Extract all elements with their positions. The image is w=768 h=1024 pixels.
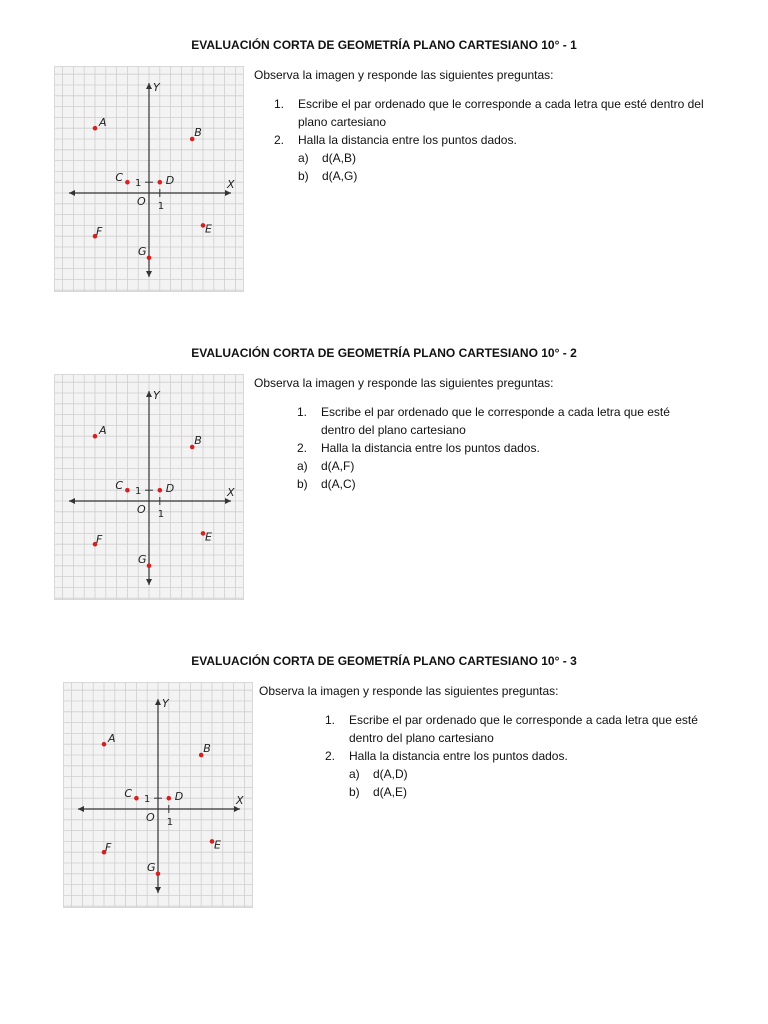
instruction-prompt: Observa la imagen y responde las siguientes preguntas: [259, 684, 559, 698]
question-list [325, 711, 725, 801]
point-c [125, 180, 130, 185]
point-d [158, 488, 163, 493]
unit-x-label: 1 [157, 509, 165, 520]
point-label-e: E [205, 530, 212, 544]
y-arrow-icon [146, 271, 152, 277]
question-1 [274, 95, 714, 131]
point-label-d: D [165, 482, 175, 496]
instruction-prompt: Observa la imagen y responde las siguientes preguntas: [254, 376, 554, 390]
question-1 [325, 711, 725, 747]
origin-label: O [137, 503, 146, 516]
point-label-g: G [147, 860, 156, 874]
point-label-g: G [138, 552, 147, 566]
x-arrow-icon [78, 806, 84, 812]
point-label-b: B [194, 434, 202, 447]
point-d [167, 796, 172, 801]
x-arrow-icon [69, 498, 75, 504]
point-label-d: D [174, 790, 184, 804]
plane-svg [64, 683, 252, 907]
origin-label: O [137, 195, 146, 208]
point-label-a: A [99, 424, 107, 438]
question-list [274, 95, 714, 185]
y-arrow-icon [146, 391, 152, 397]
point-label-f: F [96, 225, 103, 239]
x-axis-label: X [236, 794, 244, 807]
subquestion-b [349, 783, 725, 801]
point-label-e: E [205, 222, 212, 236]
point-a [93, 126, 98, 131]
point-g [147, 256, 152, 261]
question-list [297, 403, 697, 493]
subquestion-letter: b) [297, 477, 308, 491]
instruction-prompt: Observa la imagen y responde las siguientes preguntas: [254, 68, 554, 82]
question-text: Halla la distancia entre los puntos dados. [298, 133, 517, 147]
question-2 [325, 747, 725, 765]
point-d [158, 180, 163, 185]
subquestion-letter: b) [298, 169, 309, 183]
cartesian-plane-figure [54, 374, 244, 600]
subquestion-letter: a) [297, 459, 308, 473]
point-label-b: B [194, 126, 202, 139]
question-number: 2. [274, 133, 285, 147]
question-number: 2. [297, 441, 308, 455]
question-text: Halla la distancia entre los puntos dados. [349, 749, 568, 763]
point-label-g: G [138, 244, 147, 258]
point-label-c: C [124, 787, 133, 801]
point-label-b: B [203, 742, 211, 755]
point-label-d: D [165, 174, 175, 188]
subquestion-text: d(A,C) [321, 477, 356, 491]
y-arrow-icon [155, 699, 161, 705]
subquestion-b [298, 167, 714, 185]
point-label-c: C [115, 171, 124, 185]
point-g [147, 564, 152, 569]
point-a [93, 434, 98, 439]
point-label-a: A [108, 732, 116, 746]
subquestion-b [297, 475, 697, 493]
evaluation-title-1: EVALUACIÓN CORTA DE GEOMETRÍA PLANO CARTESIANO 10° - 1 [191, 38, 577, 52]
point-a [102, 742, 107, 747]
unit-x-label: 1 [157, 201, 165, 212]
y-axis-label: Y [162, 697, 169, 710]
point-c [125, 488, 130, 493]
question-text: Halla la distancia entre los puntos dados. [321, 441, 540, 455]
y-axis-label: Y [153, 389, 160, 402]
subquestion-letter: b) [349, 785, 360, 799]
y-axis-label: Y [153, 81, 160, 94]
subquestion-letter: a) [349, 767, 360, 781]
origin-label: O [146, 811, 155, 824]
x-axis-label: X [227, 178, 235, 191]
point-c [134, 796, 139, 801]
point-g [156, 872, 161, 877]
question-1 [297, 403, 697, 439]
question-number: 1. [274, 97, 285, 111]
question-text: Escribe el par ordenado que le corresponde a cada letra que esté dentro del plano cartesiano [321, 405, 670, 437]
evaluation-title-2: EVALUACIÓN CORTA DE GEOMETRÍA PLANO CARTESIANO 10° - 2 [191, 346, 577, 360]
question-2 [297, 439, 697, 457]
question-text: Escribe el par ordenado que le corresponde a cada letra que esté dentro del plano cartesiano [349, 713, 698, 745]
y-arrow-icon [146, 579, 152, 585]
subquestion-a [349, 765, 725, 783]
question-text: Escribe el par ordenado que le corresponde a cada letra que esté dentro del plano cartesiano [298, 97, 704, 129]
plane-svg [55, 375, 243, 599]
question-number: 1. [297, 405, 308, 419]
y-arrow-icon [146, 83, 152, 89]
subquestion-text: d(A,E) [373, 785, 408, 799]
subquestion-text: d(A,F) [321, 459, 355, 473]
cartesian-plane-figure [54, 66, 244, 292]
point-label-c: C [115, 479, 124, 493]
unit-y-label: 1 [144, 794, 151, 806]
subquestion-a [297, 457, 697, 475]
cartesian-plane-figure [63, 682, 253, 908]
x-arrow-icon [69, 190, 75, 196]
y-arrow-icon [155, 887, 161, 893]
point-label-f: F [96, 533, 103, 547]
subquestion-text: d(A,D) [373, 767, 408, 781]
plane-svg [55, 67, 243, 291]
point-label-f: F [105, 841, 112, 855]
subquestion-text: d(A,G) [322, 169, 358, 183]
question-number: 2. [325, 749, 336, 763]
subquestion-a [298, 149, 714, 167]
point-label-e: E [214, 838, 221, 852]
x-axis-label: X [227, 486, 235, 499]
unit-y-label: 1 [135, 486, 142, 498]
point-label-a: A [99, 116, 107, 130]
unit-y-label: 1 [135, 178, 142, 190]
unit-x-label: 1 [166, 817, 174, 828]
subquestion-letter: a) [298, 151, 309, 165]
evaluation-title-3: EVALUACIÓN CORTA DE GEOMETRÍA PLANO CARTESIANO 10° - 3 [191, 654, 577, 668]
question-2 [274, 131, 714, 149]
question-number: 1. [325, 713, 336, 727]
subquestion-text: d(A,B) [322, 151, 357, 165]
